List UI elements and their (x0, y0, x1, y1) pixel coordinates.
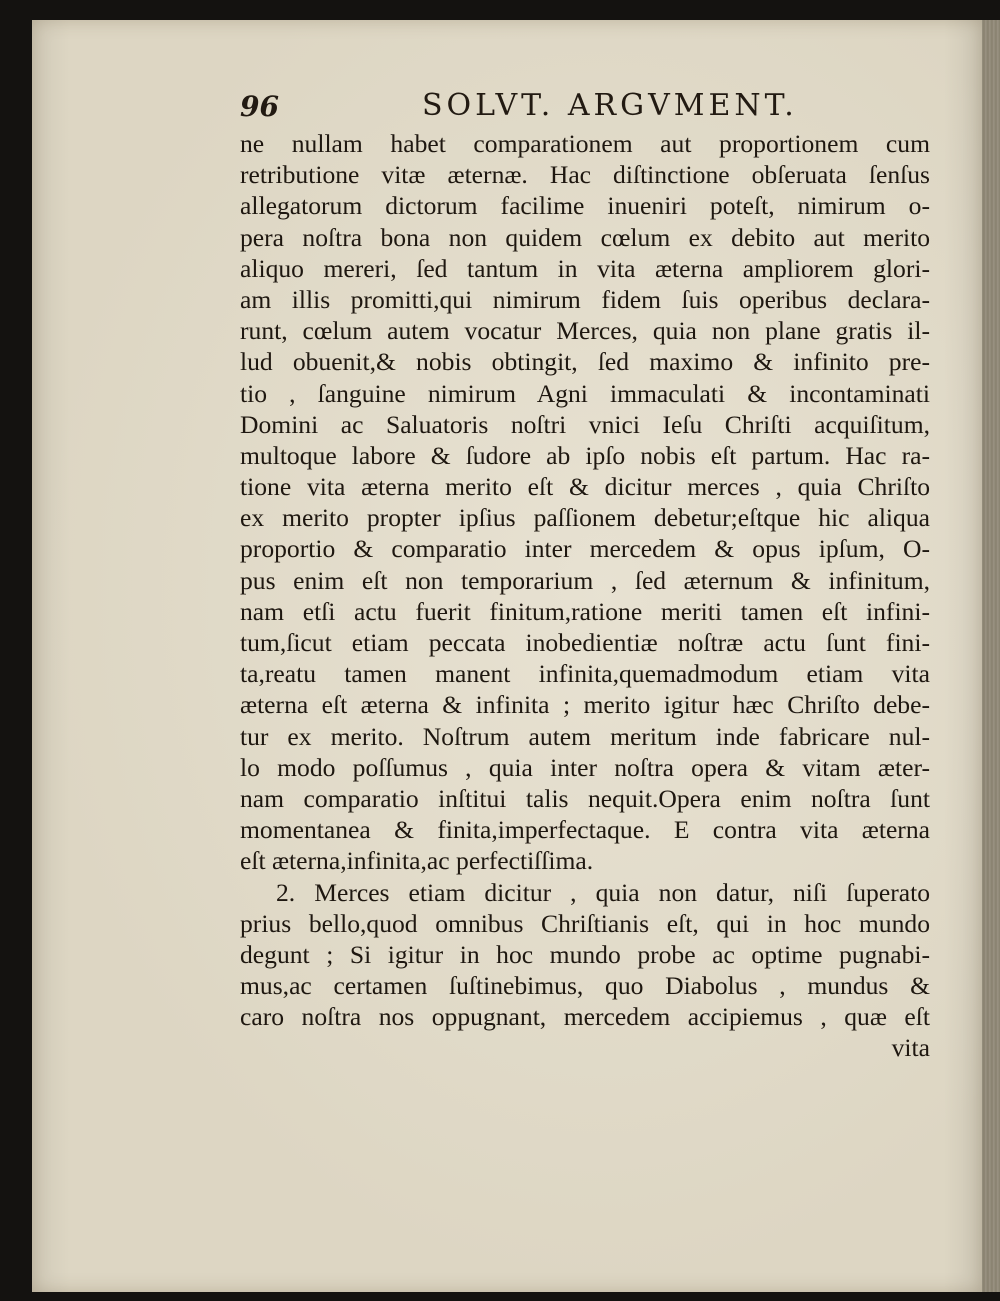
text-line: pera noſtra bona non quidem cœlum ex debito aut merito (240, 222, 930, 252)
text-line: tum,ſicut etiam peccata inobedientiæ noſtræ actu ſunt fini- (240, 628, 930, 657)
text-line: proportio & comparatio inter mercedem & opus ipſum, O- (240, 534, 930, 564)
text-line: Domini ac Saluatoris noſtri vnici Ieſu Chriſti acquiſitum, (240, 409, 930, 439)
text-line: tio , ſanguine nimirum Agni immaculati & incontaminati (240, 378, 930, 408)
running-head: SOLVT. ARGVMENT. (422, 88, 798, 123)
text-line: prius bello,quod omnibus Chriſtianis eſt, qui in hoc mundo (240, 908, 930, 938)
text-line: ta,reatu tamen manent infinita,quemadmodum etiam vita (240, 659, 930, 689)
text-line: pus enim eſt non temporarium , ſed æternum & infinitum, (240, 565, 930, 595)
body-text (240, 128, 930, 1064)
text-line: multoque labore & ſudore ab ipſo nobis eſt partum. Hac ra- (240, 440, 930, 470)
text-line: allegatorum dictorum facilime inueniri poteſt, nimirum o- (240, 191, 930, 221)
text-line: eſt æterna,infinita,ac perfectiſſima. (240, 846, 594, 876)
text-line: 2. Merces etiam dicitur , quia non datur, niſi ſuperato (276, 877, 930, 907)
text-line: lo modo poſſumus , quia inter noſtra opera & vitam æter- (240, 752, 930, 782)
catchword: vita (891, 1033, 930, 1063)
text-line: ne nullam habet comparationem aut proportionem cum (240, 129, 930, 158)
text-line: momentanea & finita,imperfectaque. E contra vita æterna (240, 815, 930, 845)
text-line: runt, cœlum autem vocatur Merces, quia non plane gratis il- (240, 316, 930, 346)
text-line: nam comparatio inſtitui talis nequit.Opera enim noſtra ſunt (240, 783, 930, 813)
text-line: degunt ; Si igitur in hoc mundo probe ac optime pugnabi- (240, 939, 930, 969)
text-line: æterna eſt æterna & infinita ; merito igitur hæc Chriſto debe- (240, 690, 930, 720)
text-line: retributione vitæ æternæ. Hac diſtinctione obſeruata ſenſus (240, 160, 930, 190)
text-line: mus,ac certamen ſuſtinebimus, quo Diabolus , mundus & (240, 971, 930, 1001)
text-line: aliquo mereri, ſed tantum in vita æterna ampliorem glori- (240, 253, 930, 283)
page-header (240, 84, 800, 128)
text-line: am illis promitti,qui nimirum fidem ſuis operibus declara- (240, 284, 930, 314)
page-edge-shadow (982, 20, 1000, 1292)
text-line: tur ex merito. Noſtrum autem meritum inde fabricare nul- (240, 721, 930, 751)
text-line: tione vita æterna merito eſt & dicitur merces , quia Chriſto (240, 472, 930, 502)
text-line: ex merito propter ipſius paſſionem debetur;eſtque hic aliqua (240, 503, 930, 533)
page-number: 96 (240, 90, 279, 123)
text-line: nam etſi actu fuerit finitum,ratione meriti tamen eſt infini- (240, 596, 930, 626)
text-line: lud obuenit,& nobis obtingit, ſed maximo & infinito pre- (240, 347, 930, 377)
text-line: caro noſtra nos oppugnant, mercedem accipiemus , quæ eſt (240, 1002, 930, 1032)
